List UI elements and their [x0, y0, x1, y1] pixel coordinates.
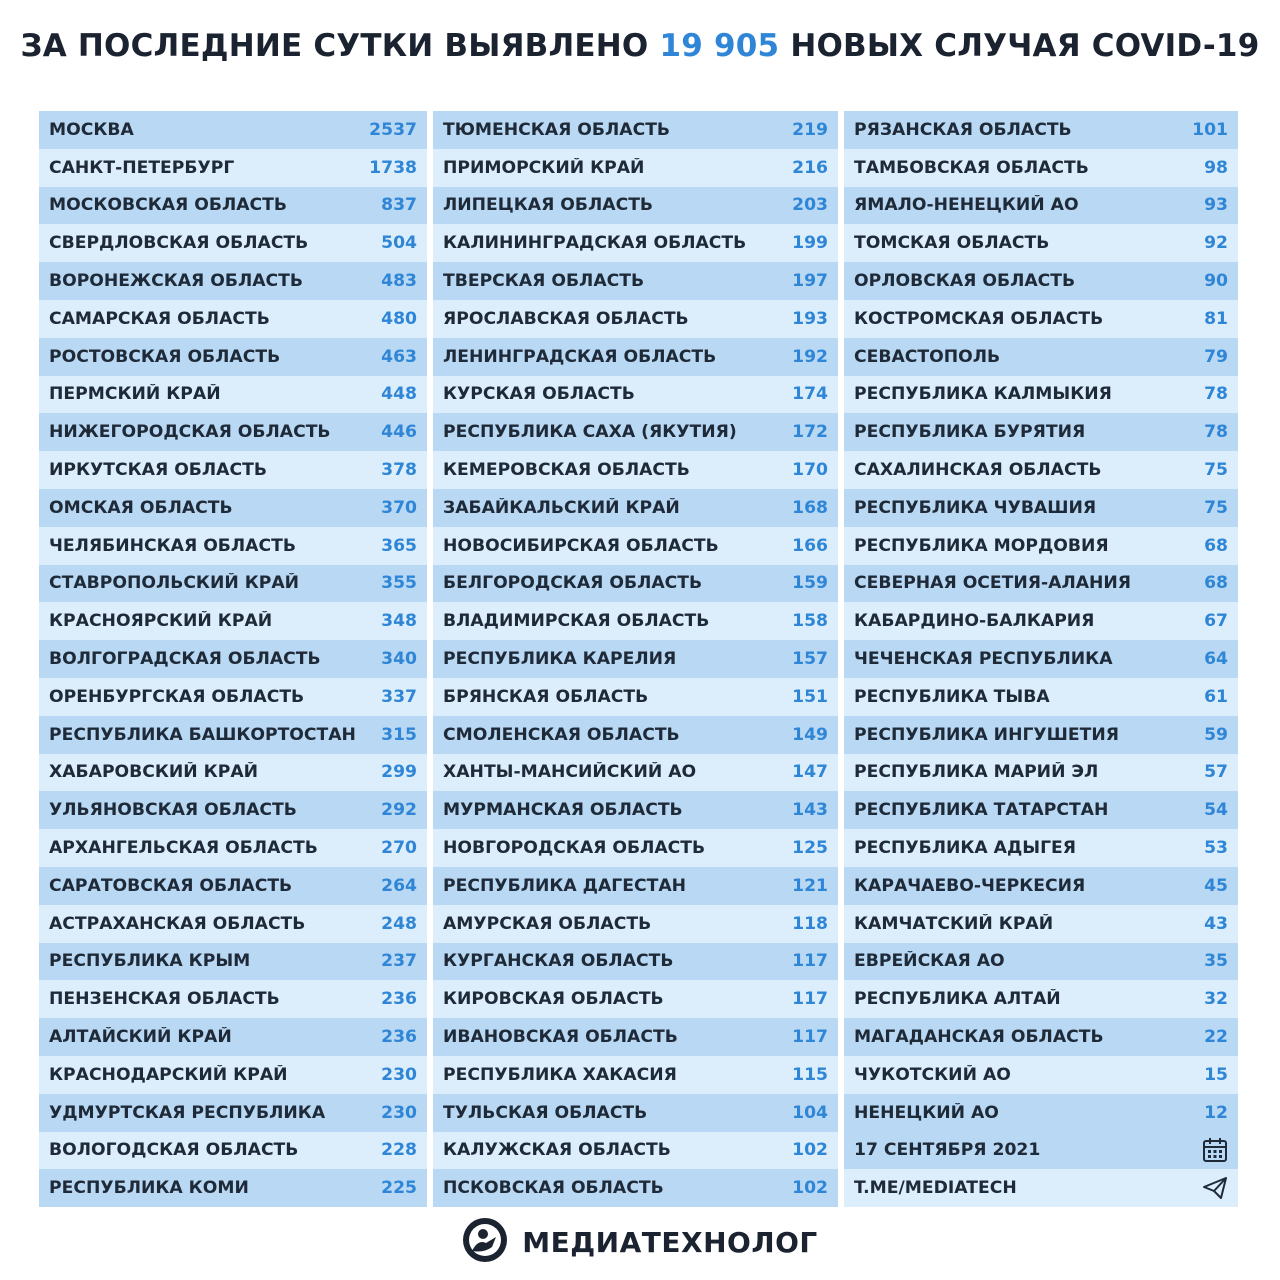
table-row	[844, 602, 1238, 640]
case-count: 118	[792, 913, 828, 934]
region-name: НИЖЕГОРОДСКАЯ ОБЛАСТЬ	[49, 422, 331, 443]
region-name: КЕМЕРОВСКАЯ ОБЛАСТЬ	[443, 460, 690, 481]
region-name: НЕНЕЦКИЙ АО	[854, 1102, 999, 1123]
table-row	[39, 187, 427, 225]
table-row	[844, 565, 1238, 603]
table-row	[433, 111, 838, 149]
region-name: КРАСНОДАРСКИЙ КРАЙ	[49, 1064, 288, 1085]
case-count: 483	[381, 271, 417, 292]
table-row	[39, 791, 427, 829]
case-count: 93	[1204, 195, 1228, 216]
case-count: 348	[381, 611, 417, 632]
table-row	[39, 905, 427, 943]
table-row	[39, 640, 427, 678]
case-count: 117	[792, 951, 828, 972]
region-name: РЕСПУБЛИКА КАЛМЫКИЯ	[854, 384, 1112, 405]
region-name: МОСКОВСКАЯ ОБЛАСТЬ	[49, 195, 287, 216]
region-name: САРАТОВСКАЯ ОБЛАСТЬ	[49, 875, 293, 896]
table-row	[433, 602, 838, 640]
table-column-3	[844, 111, 1238, 1207]
region-name: РЕСПУБЛИКА МАРИЙ ЭЛ	[854, 762, 1099, 783]
region-name: ЛЕНИНГРАДСКАЯ ОБЛАСТЬ	[443, 346, 717, 367]
table-row	[433, 565, 838, 603]
case-count: 45	[1204, 875, 1228, 896]
case-count: 230	[381, 1102, 417, 1123]
case-count: 337	[381, 686, 417, 707]
case-count: 104	[792, 1102, 828, 1123]
case-count: 159	[792, 573, 828, 594]
table-row	[433, 300, 838, 338]
region-name: КУРГАНСКАЯ ОБЛАСТЬ	[443, 951, 674, 972]
case-count: 315	[381, 724, 417, 745]
region-name: ОРЕНБУРГСКАЯ ОБЛАСТЬ	[49, 686, 305, 707]
region-name: КАБАРДИНО-БАЛКАРИЯ	[854, 611, 1095, 632]
case-count: 61	[1204, 686, 1228, 707]
table-row	[844, 678, 1238, 716]
case-count: 117	[792, 989, 828, 1010]
table-row	[844, 829, 1238, 867]
case-count: 121	[792, 875, 828, 896]
table-row	[844, 867, 1238, 905]
case-count: 172	[792, 422, 828, 443]
table-row	[39, 1056, 427, 1094]
case-count: 1738	[369, 157, 417, 178]
table-row	[433, 1094, 838, 1132]
region-name: РЕСПУБЛИКА МОРДОВИЯ	[854, 535, 1109, 556]
region-name: КИРОВСКАЯ ОБЛАСТЬ	[443, 989, 664, 1010]
region-name: РЕСПУБЛИКА БУРЯТИЯ	[854, 422, 1086, 443]
table-row	[844, 754, 1238, 792]
case-count: 199	[792, 233, 828, 254]
table-row	[433, 149, 838, 187]
region-name: КАЛИНИНГРАДСКАЯ ОБЛАСТЬ	[443, 233, 747, 254]
table-row	[39, 300, 427, 338]
table-row	[844, 905, 1238, 943]
region-name: РЕСПУБЛИКА КОМИ	[49, 1178, 249, 1199]
table-row	[844, 716, 1238, 754]
region-name: ХАБАРОВСКИЙ КРАЙ	[49, 762, 259, 783]
table-row	[39, 678, 427, 716]
page-title	[0, 28, 1280, 64]
case-count: 102	[792, 1178, 828, 1199]
case-count: 101	[1192, 119, 1228, 140]
region-name: РЕСПУБЛИКА ТАТАРСТАН	[854, 800, 1109, 821]
case-count: 370	[381, 497, 417, 518]
region-name: ИРКУТСКАЯ ОБЛАСТЬ	[49, 460, 267, 481]
title-prefix: ЗА ПОСЛЕДНИЕ СУТКИ ВЫЯВЛЕНО	[20, 28, 660, 64]
case-count: 365	[381, 535, 417, 556]
region-name: ЧЕЧЕНСКАЯ РЕСПУБЛИКА	[854, 649, 1113, 670]
region-name: РЕСПУБЛИКА ДАГЕСТАН	[443, 875, 687, 896]
region-name: ЛИПЕЦКАЯ ОБЛАСТЬ	[443, 195, 654, 216]
case-count: 79	[1204, 346, 1228, 367]
case-count: 355	[381, 573, 417, 594]
region-name: КРАСНОЯРСКИЙ КРАЙ	[49, 611, 273, 632]
table-row	[844, 451, 1238, 489]
table-row	[39, 338, 427, 376]
table-row	[844, 1018, 1238, 1056]
region-name: СВЕРДЛОВСКАЯ ОБЛАСТЬ	[49, 233, 309, 254]
case-count: 90	[1204, 271, 1228, 292]
case-count: 264	[381, 875, 417, 896]
telegram-send-icon	[1200, 1174, 1228, 1202]
region-name: НОВОСИБИРСКАЯ ОБЛАСТЬ	[443, 535, 719, 556]
table-row	[844, 224, 1238, 262]
case-count: 157	[792, 649, 828, 670]
case-count: 57	[1204, 762, 1228, 783]
table-row	[39, 489, 427, 527]
footer-logo	[0, 1218, 1280, 1266]
title-number: 19 905	[659, 28, 780, 64]
case-count: 299	[381, 762, 417, 783]
channel-link[interactable]: T.ME/MEDIATECH	[854, 1178, 1017, 1199]
case-count: 237	[381, 951, 417, 972]
region-name: ТУЛЬСКАЯ ОБЛАСТЬ	[443, 1102, 648, 1123]
region-name: КОСТРОМСКАЯ ОБЛАСТЬ	[854, 308, 1104, 329]
table-row	[844, 413, 1238, 451]
region-name: ПЕНЗЕНСКАЯ ОБЛАСТЬ	[49, 989, 280, 1010]
case-count: 228	[381, 1140, 417, 1161]
region-name: БРЯНСКАЯ ОБЛАСТЬ	[443, 686, 649, 707]
region-name: БЕЛГОРОДСКАЯ ОБЛАСТЬ	[443, 573, 703, 594]
table-row	[844, 262, 1238, 300]
case-count: 463	[381, 346, 417, 367]
region-name: РЕСПУБЛИКА САХА (ЯКУТИЯ)	[443, 422, 737, 443]
case-count: 98	[1204, 157, 1228, 178]
region-name: СЕВАСТОПОЛЬ	[854, 346, 1001, 367]
calendar-icon	[1200, 1136, 1228, 1164]
table-row	[39, 1094, 427, 1132]
table-column-2	[433, 111, 838, 1207]
case-count: 102	[792, 1140, 828, 1161]
case-count: 378	[381, 460, 417, 481]
table-row	[39, 1018, 427, 1056]
table-row	[433, 413, 838, 451]
region-name: ХАНТЫ-МАНСИЙСКИЙ АО	[443, 762, 697, 783]
region-name: КАМЧАТСКИЙ КРАЙ	[854, 913, 1054, 934]
region-name: АЛТАЙСКИЙ КРАЙ	[49, 1027, 232, 1048]
case-count: 15	[1204, 1064, 1228, 1085]
logo-text: МЕДИАТЕХНОЛОГ	[522, 1225, 818, 1259]
table-row	[39, 149, 427, 187]
region-table	[39, 111, 1238, 1207]
region-name: ЯРОСЛАВСКАЯ ОБЛАСТЬ	[443, 308, 689, 329]
case-count: 2537	[369, 119, 417, 140]
region-name: АМУРСКАЯ ОБЛАСТЬ	[443, 913, 652, 934]
table-column-1	[39, 111, 427, 1207]
table-row	[39, 376, 427, 414]
table-row	[433, 640, 838, 678]
case-count: 75	[1204, 460, 1228, 481]
case-count: 43	[1204, 913, 1228, 934]
table-row	[39, 754, 427, 792]
region-name: НОВГОРОДСКАЯ ОБЛАСТЬ	[443, 838, 706, 859]
table-row	[433, 1056, 838, 1094]
date-row	[844, 1132, 1238, 1170]
case-count: 75	[1204, 497, 1228, 518]
case-count: 197	[792, 271, 828, 292]
table-row	[433, 716, 838, 754]
region-name: РЕСПУБЛИКА ИНГУШЕТИЯ	[854, 724, 1119, 745]
table-row	[39, 527, 427, 565]
case-count: 32	[1204, 989, 1228, 1010]
case-count: 292	[381, 800, 417, 821]
region-name: ПСКОВСКАЯ ОБЛАСТЬ	[443, 1178, 664, 1199]
region-name: ТЮМЕНСКАЯ ОБЛАСТЬ	[443, 119, 671, 140]
table-row	[433, 829, 838, 867]
case-count: 225	[381, 1178, 417, 1199]
region-name: СЕВЕРНАЯ ОСЕТИЯ-АЛАНИЯ	[854, 573, 1132, 594]
region-name: ЗАБАЙКАЛЬСКИЙ КРАЙ	[443, 497, 680, 518]
table-row	[844, 1056, 1238, 1094]
region-name: АРХАНГЕЛЬСКАЯ ОБЛАСТЬ	[49, 838, 318, 859]
case-count: 59	[1204, 724, 1228, 745]
region-name: ПРИМОРСКИЙ КРАЙ	[443, 157, 645, 178]
region-name: КАРАЧАЕВО-ЧЕРКЕСИЯ	[854, 875, 1086, 896]
table-row	[844, 943, 1238, 981]
table-row	[433, 376, 838, 414]
case-count: 448	[381, 384, 417, 405]
table-row	[433, 1132, 838, 1170]
region-name: РЕСПУБЛИКА ТЫВА	[854, 686, 1050, 707]
table-row	[844, 300, 1238, 338]
region-name: РЕСПУБЛИКА ХАКАСИЯ	[443, 1064, 677, 1085]
region-name: РЕСПУБЛИКА АЛТАЙ	[854, 989, 1061, 1010]
table-row	[433, 678, 838, 716]
case-count: 174	[792, 384, 828, 405]
case-count: 270	[381, 838, 417, 859]
case-count: 340	[381, 649, 417, 670]
table-row	[433, 1169, 838, 1207]
case-count: 54	[1204, 800, 1228, 821]
table-row	[433, 187, 838, 225]
region-name: ЧЕЛЯБИНСКАЯ ОБЛАСТЬ	[49, 535, 296, 556]
region-name: ЧУКОТСКИЙ АО	[854, 1064, 1011, 1085]
region-name: АСТРАХАНСКАЯ ОБЛАСТЬ	[49, 913, 306, 934]
table-row	[433, 905, 838, 943]
table-row	[433, 791, 838, 829]
region-name: САМАРСКАЯ ОБЛАСТЬ	[49, 308, 270, 329]
date-text: 17 СЕНТЯБРЯ 2021	[854, 1140, 1041, 1161]
case-count: 92	[1204, 233, 1228, 254]
region-name: ОМСКАЯ ОБЛАСТЬ	[49, 497, 233, 518]
region-name: ПЕРМСКИЙ КРАЙ	[49, 384, 221, 405]
case-count: 147	[792, 762, 828, 783]
region-name: ЯМАЛО-НЕНЕЦКИЙ АО	[854, 195, 1079, 216]
table-row	[39, 413, 427, 451]
table-row	[39, 980, 427, 1018]
region-name: МУРМАНСКАЯ ОБЛАСТЬ	[443, 800, 683, 821]
case-count: 168	[792, 497, 828, 518]
case-count: 125	[792, 838, 828, 859]
table-row	[844, 149, 1238, 187]
case-count: 35	[1204, 951, 1228, 972]
table-row	[433, 1018, 838, 1056]
table-row	[433, 867, 838, 905]
case-count: 446	[381, 422, 417, 443]
table-row	[433, 489, 838, 527]
table-row	[39, 1169, 427, 1207]
region-name: ВОЛГОГРАДСКАЯ ОБЛАСТЬ	[49, 649, 321, 670]
channel-row[interactable]	[844, 1169, 1238, 1207]
case-count: 67	[1204, 611, 1228, 632]
case-count: 158	[792, 611, 828, 632]
region-name: МОСКВА	[49, 119, 134, 140]
case-count: 219	[792, 119, 828, 140]
case-count: 12	[1204, 1102, 1228, 1123]
region-name: САХАЛИНСКАЯ ОБЛАСТЬ	[854, 460, 1102, 481]
region-name: ИВАНОВСКАЯ ОБЛАСТЬ	[443, 1027, 678, 1048]
table-row	[844, 489, 1238, 527]
table-row	[844, 980, 1238, 1018]
region-name: ТВЕРСКАЯ ОБЛАСТЬ	[443, 271, 645, 292]
region-name: ВОЛОГОДСКАЯ ОБЛАСТЬ	[49, 1140, 299, 1161]
title-suffix: НОВЫХ СЛУЧАЯ COVID-19	[779, 28, 1260, 64]
case-count: 117	[792, 1027, 828, 1048]
region-name: РЕСПУБЛИКА КАРЕЛИЯ	[443, 649, 677, 670]
table-row	[39, 451, 427, 489]
region-name: РЕСПУБЛИКА КРЫМ	[49, 951, 251, 972]
table-row	[433, 754, 838, 792]
case-count: 81	[1204, 308, 1228, 329]
table-row	[39, 867, 427, 905]
case-count: 216	[792, 157, 828, 178]
table-row	[844, 640, 1238, 678]
case-count: 68	[1204, 573, 1228, 594]
table-row	[433, 980, 838, 1018]
table-row	[39, 829, 427, 867]
case-count: 22	[1204, 1027, 1228, 1048]
case-count: 170	[792, 460, 828, 481]
region-name: СМОЛЕНСКАЯ ОБЛАСТЬ	[443, 724, 680, 745]
table-row	[39, 602, 427, 640]
case-count: 151	[792, 686, 828, 707]
region-name: ОРЛОВСКАЯ ОБЛАСТЬ	[854, 271, 1076, 292]
table-row	[433, 224, 838, 262]
table-row	[844, 187, 1238, 225]
table-row	[39, 1132, 427, 1170]
region-name: УЛЬЯНОВСКАЯ ОБЛАСТЬ	[49, 800, 297, 821]
region-name: УДМУРТСКАЯ РЕСПУБЛИКА	[49, 1102, 326, 1123]
case-count: 78	[1204, 384, 1228, 405]
table-row	[844, 1094, 1238, 1132]
table-row	[39, 224, 427, 262]
region-name: ТОМСКАЯ ОБЛАСТЬ	[854, 233, 1050, 254]
table-row	[844, 791, 1238, 829]
region-name: СТАВРОПОЛЬСКИЙ КРАЙ	[49, 573, 300, 594]
table-row	[39, 716, 427, 754]
table-row	[844, 527, 1238, 565]
case-count: 236	[381, 989, 417, 1010]
table-row	[433, 338, 838, 376]
table-row	[39, 111, 427, 149]
region-name: РЕСПУБЛИКА ЧУВАШИЯ	[854, 497, 1097, 518]
case-count: 53	[1204, 838, 1228, 859]
case-count: 143	[792, 800, 828, 821]
case-count: 193	[792, 308, 828, 329]
region-name: ТАМБОВСКАЯ ОБЛАСТЬ	[854, 157, 1089, 178]
case-count: 230	[381, 1064, 417, 1085]
region-name: КАЛУЖСКАЯ ОБЛАСТЬ	[443, 1140, 671, 1161]
region-name: МАГАДАНСКАЯ ОБЛАСТЬ	[854, 1027, 1104, 1048]
region-name: САНКТ-ПЕТЕРБУРГ	[49, 157, 235, 178]
case-count: 68	[1204, 535, 1228, 556]
region-name: КУРСКАЯ ОБЛАСТЬ	[443, 384, 635, 405]
case-count: 166	[792, 535, 828, 556]
table-row	[844, 376, 1238, 414]
table-row	[844, 111, 1238, 149]
case-count: 64	[1204, 649, 1228, 670]
region-name: РЕСПУБЛИКА АДЫГЕЯ	[854, 838, 1077, 859]
case-count: 115	[792, 1064, 828, 1085]
case-count: 837	[381, 195, 417, 216]
table-row	[39, 943, 427, 981]
mediatech-logo-icon	[462, 1217, 508, 1267]
table-row	[433, 527, 838, 565]
case-count: 504	[381, 233, 417, 254]
region-name: РЕСПУБЛИКА БАШКОРТОСТАН	[49, 724, 356, 745]
table-row	[39, 565, 427, 603]
region-name: ЕВРЕЙСКАЯ АО	[854, 951, 1005, 972]
table-row	[433, 451, 838, 489]
table-row	[39, 262, 427, 300]
region-name: ВЛАДИМИРСКАЯ ОБЛАСТЬ	[443, 611, 710, 632]
table-row	[433, 943, 838, 981]
case-count: 248	[381, 913, 417, 934]
table-row	[844, 338, 1238, 376]
region-name: ВОРОНЕЖСКАЯ ОБЛАСТЬ	[49, 271, 303, 292]
case-count: 203	[792, 195, 828, 216]
case-count: 149	[792, 724, 828, 745]
case-count: 480	[381, 308, 417, 329]
table-row	[433, 262, 838, 300]
case-count: 192	[792, 346, 828, 367]
case-count: 78	[1204, 422, 1228, 443]
case-count: 236	[381, 1027, 417, 1048]
region-name: РЯЗАНСКАЯ ОБЛАСТЬ	[854, 119, 1072, 140]
region-name: РОСТОВСКАЯ ОБЛАСТЬ	[49, 346, 281, 367]
